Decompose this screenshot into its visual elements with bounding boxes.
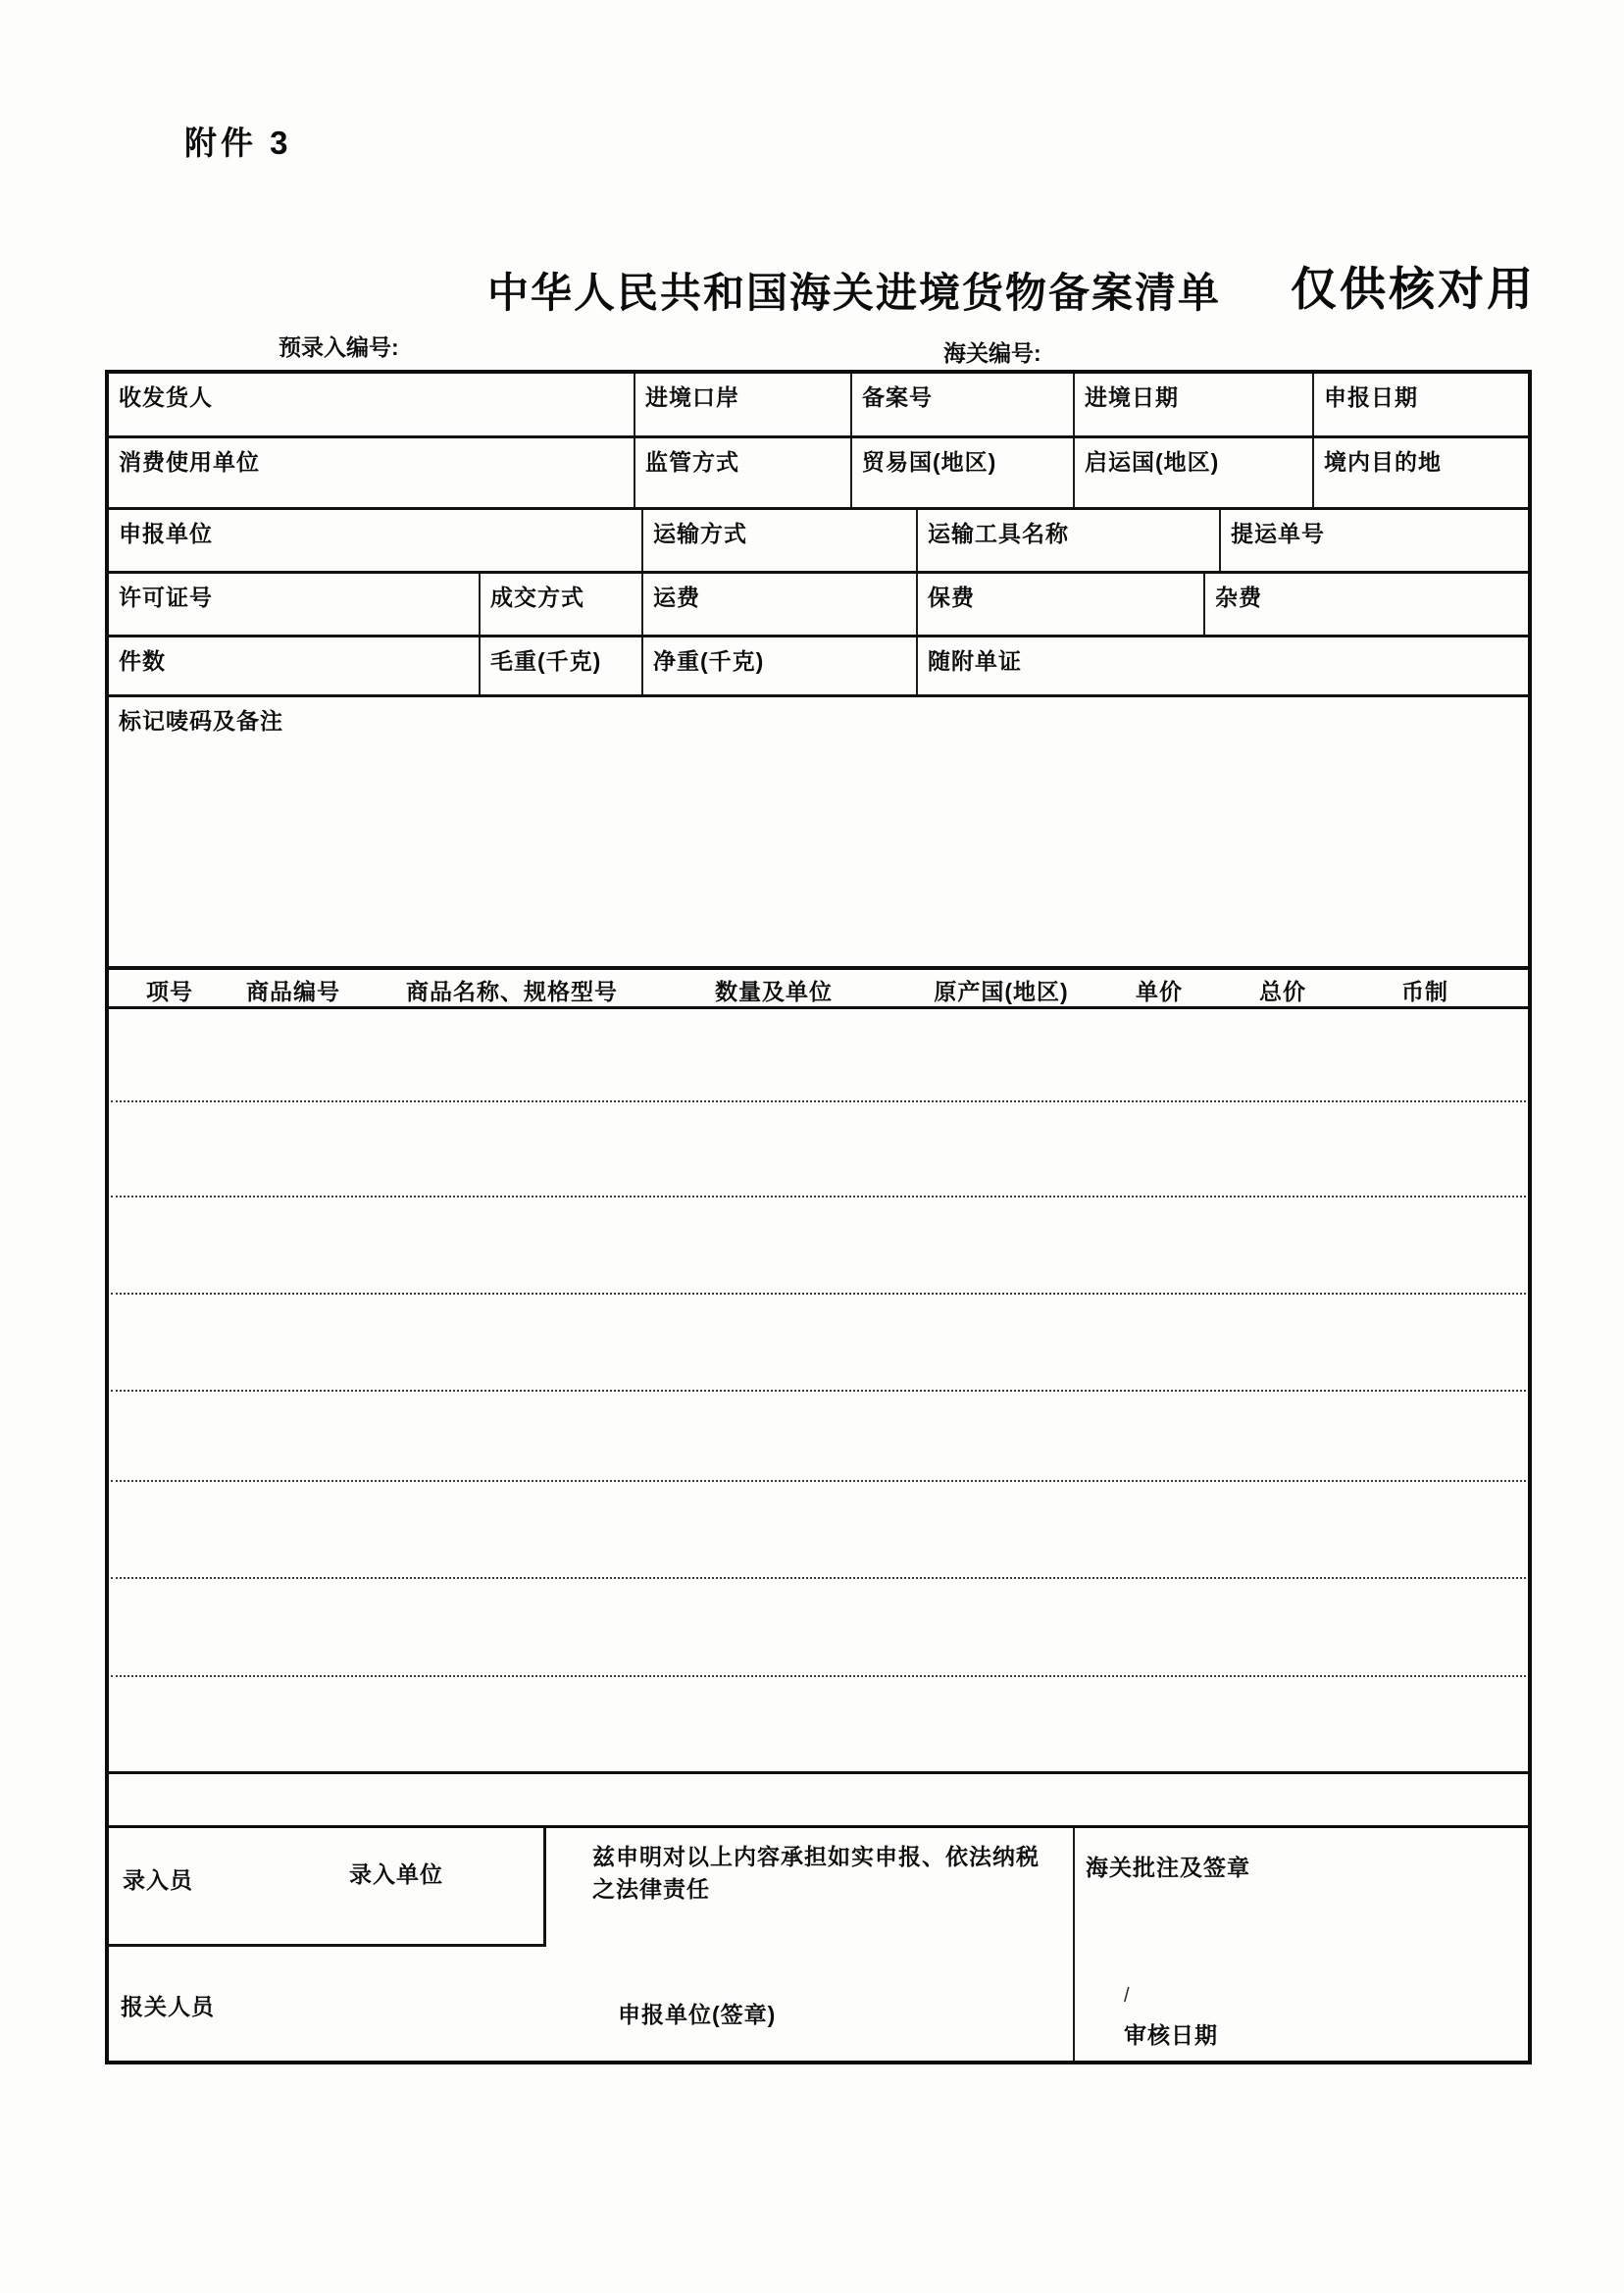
field-marks-and-remarks: 标记唛码及备注	[119, 708, 283, 734]
customs-endorsement-label: 海关批注及签章	[1086, 1855, 1250, 1880]
field-declare-date: 申报日期	[1324, 384, 1418, 410]
goods-table-body	[109, 1009, 1528, 1774]
entry-clerk-box	[109, 1828, 546, 1947]
item-row-separator	[111, 1675, 1526, 1677]
field-transport-tool-name: 运输工具名称	[918, 510, 1221, 571]
attachment-label: 附件 3	[184, 125, 292, 161]
column-unit-price: 单价	[1136, 979, 1183, 1004]
review-date-label: 审核日期	[1124, 2022, 1218, 2048]
field-declare-unit: 申报单位	[109, 510, 643, 571]
form-row-5	[109, 637, 1528, 697]
form-row-2	[109, 438, 1528, 510]
field-attached-documents: 随附单证	[928, 648, 1022, 674]
customs-broker-label: 报关人员	[121, 1994, 215, 2019]
column-item-number: 项号	[146, 979, 193, 1004]
field-license-number: 许可证号	[109, 574, 481, 635]
field-transaction-mode: 成交方式	[481, 574, 643, 635]
field-gross-weight: 毛重(千克)	[481, 637, 643, 694]
declaration-statement: 兹申明对以上内容承担如实申报、依法纳税之法律责任	[592, 1844, 1040, 1903]
goods-table-header	[109, 970, 1528, 1009]
field-transport-mode: 运输方式	[643, 510, 918, 571]
field-supervision-mode: 监管方式	[635, 438, 852, 507]
customs-endorsement-box	[1073, 1828, 1528, 2061]
field-misc-fees: 杂费	[1215, 585, 1262, 610]
item-row-separator	[111, 1293, 1526, 1295]
item-row-separator	[111, 1390, 1526, 1392]
field-departure-country: 启运国(地区)	[1075, 438, 1314, 507]
field-trade-country: 贸易国(地区)	[852, 438, 1075, 507]
field-insurance-fee: 保费	[918, 574, 1205, 635]
field-consumer-unit: 消费使用单位	[109, 438, 635, 507]
field-bill-of-lading-number: 提运单号	[1231, 521, 1325, 546]
field-record-number: 备案号	[852, 374, 1075, 435]
item-row-separator	[111, 1480, 1526, 1482]
form-row-1	[109, 374, 1528, 438]
declare-unit-seal-label: 申报单位(签章)	[618, 2002, 777, 2027]
form-row-4	[109, 574, 1528, 637]
column-commodity-name-spec: 商品名称、规格型号	[406, 979, 618, 1004]
form-title: 中华人民共和国海关进境货物备案清单	[487, 270, 1222, 316]
item-row-separator	[111, 1196, 1526, 1197]
totals-band	[109, 1774, 1528, 1828]
verification-only-note: 仅供核对用	[1291, 263, 1536, 315]
field-consignee: 收发货人	[109, 374, 635, 435]
marks-and-remarks-area	[109, 697, 1528, 970]
entry-unit-label: 录入单位	[349, 1861, 443, 1887]
declaration-form-table	[105, 370, 1532, 2064]
entry-clerk-label: 录入员	[123, 1867, 193, 1893]
customs-number-label: 海关编号:	[943, 340, 1041, 366]
column-origin-country: 原产国(地区)	[934, 979, 1069, 1004]
field-entry-port: 进境口岸	[635, 374, 852, 435]
field-entry-date: 进境日期	[1075, 374, 1314, 435]
scan-slash-artifact: /	[1124, 1985, 1130, 2007]
signature-section	[109, 1828, 1528, 2061]
field-freight: 运费	[643, 574, 918, 635]
pre-entry-number-label: 预录入编号:	[279, 334, 399, 360]
column-quantity-unit: 数量及单位	[715, 979, 833, 1004]
item-row-separator	[111, 1577, 1526, 1579]
field-package-count: 件数	[109, 637, 481, 694]
field-domestic-destination: 境内目的地	[1324, 449, 1442, 475]
column-commodity-code: 商品编号	[246, 979, 340, 1004]
column-currency: 币制	[1401, 979, 1448, 1004]
form-row-3	[109, 510, 1528, 574]
field-net-weight: 净重(千克)	[643, 637, 918, 694]
item-row-separator	[111, 1100, 1526, 1102]
column-total-price: 总价	[1259, 979, 1306, 1004]
